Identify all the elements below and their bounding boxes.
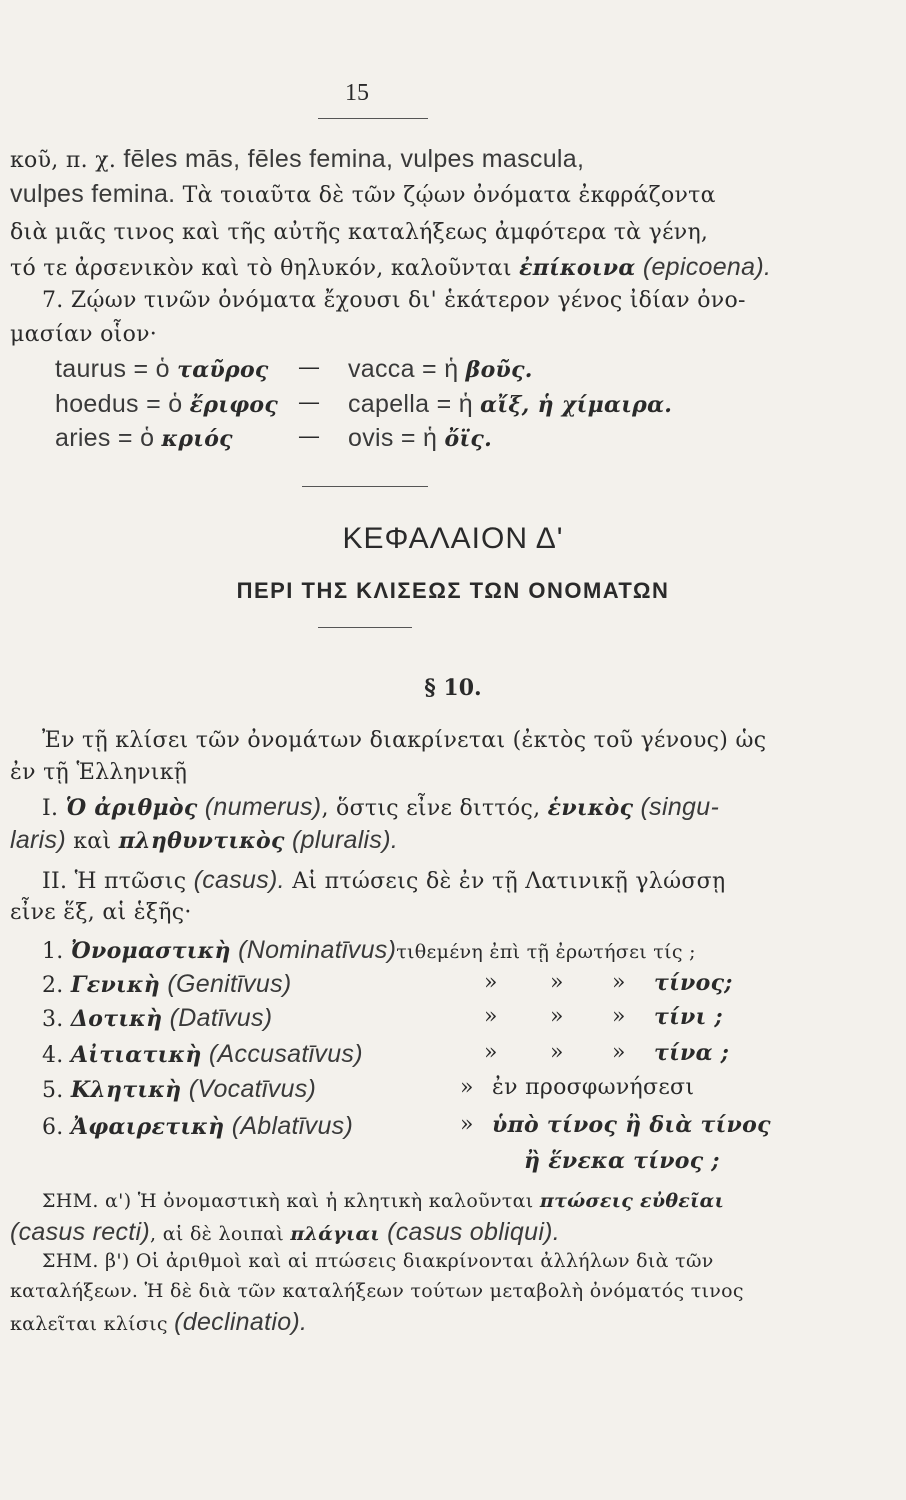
ditto-mark: »	[484, 1004, 498, 1029]
chapter-rule	[318, 627, 412, 628]
chapter-subtitle: ΠΕΡΙ ΤΗΣ ΚΛΙΣΕΩΣ ΤΩΝ ΟΝΟΜΑΤΩΝ	[236, 578, 670, 603]
greek-text: κοῦ, π. χ.	[10, 148, 124, 173]
note-b-line-2: καταλήξεων. Ἡ δὲ διὰ τῶν καταλήξεων τούτων μεταβολὴ ὀνόματός τινος	[10, 1280, 744, 1302]
animal-pair-female: ovis = ἡ ὄϊς.	[348, 424, 493, 452]
animal-pair-dash: —	[298, 424, 321, 449]
animal-pair-dash: —	[298, 355, 321, 380]
ditto-mark: »	[460, 1075, 474, 1100]
case-question-cont: ἢ ἕνεκα τίνος ;	[524, 1148, 720, 1174]
note-b-line-1: ΣΗΜ. β') Οἱ ἀριθμοὶ καὶ αἱ πτώσεις διακρίνονται ἀλλήλων διὰ τῶν	[42, 1250, 714, 1272]
greek-text: μασίαν οἷον·	[10, 322, 158, 347]
greek-text: 7. Ζῴων τινῶν ὀνόματα ἔχουσι δι' ἑκάτερον γένος ἰδίαν ὀνο-	[42, 288, 746, 313]
animal-pair-female: capella = ἡ αἴξ, ἡ χίμαιρα.	[348, 390, 673, 418]
latin-text: fēles mās, fēles femina, vulpes mascula,	[123, 145, 585, 173]
latin-term: (epicoena).	[635, 253, 772, 281]
case-question: τίνι ;	[654, 1004, 723, 1030]
text-line-2	[10, 180, 716, 209]
note-b-line-3: καλεῖται κλίσις (declinatio).	[10, 1308, 308, 1336]
ditto-mark: »	[550, 970, 564, 995]
text-line-1	[10, 145, 584, 174]
case-row-4: 4. Αἰτιατικὴ (Accusatīvus)	[42, 1040, 363, 1068]
case-row-2: 2. Γενικὴ (Genitīvus)	[42, 970, 292, 998]
section-divider	[302, 486, 428, 487]
ditto-mark: »	[612, 970, 626, 995]
numerus-line-1: I. Ὁ ἀριθμὸς (numerus), ὅστις εἶνε διττός, ἑνικὸς (singu-	[42, 793, 720, 821]
note-a-line-2: (casus recti), αἱ δὲ λοιπαὶ πλάγιαι (casus obliqui).	[10, 1218, 561, 1246]
intro-line-2: ἐν τῇ Ἑλληνικῇ	[10, 760, 188, 785]
ditto-mark: »	[460, 1112, 474, 1137]
latin-text: vulpes femina.	[10, 180, 183, 208]
greek-text: Τὰ τοιαῦτα δὲ τῶν ζῴων ὀνόματα ἐκφράζοντα	[182, 183, 716, 208]
animal-pair-row: aries = ὁ κριός	[55, 424, 233, 452]
greek-text: διὰ μιᾶς τινος καὶ τῆς αὐτῆς καταλήξεως ἀμφότερα τὰ γένη,	[10, 220, 709, 245]
casus-line-2: εἶνε ἕξ, αἱ ἑξῆς·	[10, 900, 192, 925]
case-row-5: 5. Κλητικὴ (Vocatīvus)	[42, 1075, 317, 1103]
ditto-mark: »	[550, 1004, 564, 1029]
case-question: ἐν προσφωνήσεσι	[492, 1075, 695, 1100]
case-row-6: 6. Ἀφαιρετικὴ (Ablatīvus)	[42, 1112, 354, 1140]
ditto-mark: »	[484, 970, 498, 995]
header-rule	[318, 118, 428, 119]
animal-pair-dash: —	[298, 390, 321, 415]
animal-pair-female: vacca = ἡ βοῦς.	[348, 355, 533, 383]
page-number: 15	[345, 80, 369, 106]
ditto-mark: »	[550, 1040, 564, 1065]
numerus-line-2: laris) καὶ πληθυντικὸς (pluralis).	[10, 826, 399, 854]
ditto-mark: »	[612, 1004, 626, 1029]
case-question: ὑπὸ τίνος ἢ διὰ τίνος	[492, 1112, 771, 1138]
text-line-6	[10, 322, 157, 347]
chapter-title: ΚΕΦΑΛΑΙΟΝ Δ'	[342, 522, 564, 555]
text-line-4	[10, 253, 771, 282]
case-row-1: 1. Ὀνομαστικὴ (Nominatīvus)τιθεμένη ἐπὶ τῇ ἐρωτήσει τίς ;	[42, 936, 696, 964]
case-question: τίνα ;	[654, 1040, 730, 1066]
greek-text: τό τε ἀρσενικὸν καὶ τὸ θηλυκόν, καλοῦνται	[10, 256, 520, 281]
ditto-mark: »	[484, 1040, 498, 1065]
text-line-5	[42, 288, 746, 313]
intro-line-1: Ἐν τῇ κλίσει τῶν ὀνομάτων διακρίνεται (ἐκτὸς τοῦ γένους) ὡς	[42, 728, 767, 753]
case-row-3: 3. Δοτικὴ (Datīvus)	[42, 1004, 273, 1032]
animal-pair-row: taurus = ὁ ταῦρος	[55, 355, 269, 383]
term-epikoina: ἐπίκοινα	[519, 255, 636, 281]
ditto-mark: »	[612, 1040, 626, 1065]
casus-line-1: II. Ἡ πτῶσις (casus). Αἱ πτώσεις δὲ ἐν τῇ Λατινικῇ γλώσσῃ	[42, 866, 726, 894]
animal-pair-row: hoedus = ὁ ἔριφος	[55, 390, 279, 418]
note-a-line-1: ΣΗΜ. α') Ἡ ὀνομαστικὴ καὶ ἡ κλητικὴ καλοῦνται πτώσεις εὐθεῖαι	[42, 1190, 725, 1212]
text-line-3	[10, 220, 708, 245]
section-number: § 10.	[424, 675, 482, 701]
case-question: τίνος;	[654, 970, 733, 996]
